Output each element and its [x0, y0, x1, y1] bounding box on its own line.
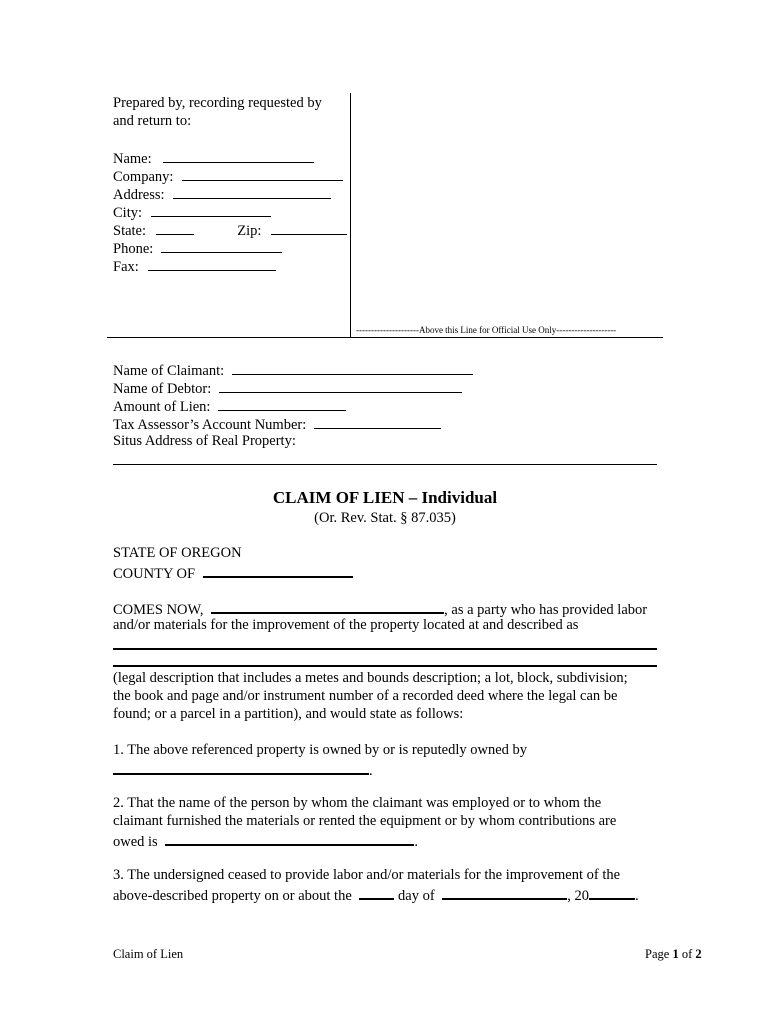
month-field[interactable]	[442, 884, 567, 900]
county-row	[113, 562, 353, 583]
amount-label: Amount of Lien:	[113, 399, 211, 415]
debtor-field[interactable]	[219, 378, 462, 393]
day-field[interactable]	[359, 884, 394, 900]
state-label: State:	[113, 223, 147, 239]
page-number	[645, 945, 702, 963]
state-heading: STATE OF OREGON	[113, 545, 242, 561]
city-field[interactable]	[151, 202, 271, 217]
item3-line1: 3. The undersigned ceased to provide labor and/or materials for the improvement of the	[113, 867, 621, 883]
legal-desc-line2: the book and page and/or instrument number of a recorded deed where the legal can be	[113, 688, 618, 704]
page-word: Page	[645, 947, 670, 961]
item2-owed-label: owed is	[113, 834, 158, 850]
tax-row	[113, 414, 441, 434]
city-label: City:	[113, 205, 143, 221]
debtor-row	[113, 378, 462, 398]
legal-desc-line3: found; or a parcel in a partition), and would state as follows:	[113, 706, 464, 722]
employer-field[interactable]	[165, 830, 414, 846]
page-total: 2	[695, 947, 702, 961]
of-word: of	[681, 947, 693, 961]
legal-desc-line1: (legal description that includes a metes and bounds description; a lot, block, subdivision;	[113, 670, 628, 686]
name-label: Name:	[113, 151, 152, 167]
item1-text: 1. The above referenced property is owned by or is reputedly owned by	[113, 742, 528, 758]
fax-row	[113, 256, 276, 276]
claimant-party-field[interactable]	[211, 598, 444, 614]
company-field[interactable]	[182, 166, 343, 181]
company-label: Company:	[113, 169, 174, 185]
item2-line2: claimant furnished the materials or rented the equipment or by whom contributions are	[113, 813, 617, 829]
phone-row	[113, 238, 282, 258]
official-use-text: ---------------------Above this Line for Official Use Only--------------------	[356, 325, 617, 335]
situs-label: Situs Address of Real Property:	[113, 433, 296, 449]
fax-label: Fax:	[113, 259, 139, 275]
employer-period: .	[414, 834, 418, 850]
year-field[interactable]	[589, 884, 635, 900]
amount-row	[113, 396, 346, 416]
owner-period: .	[369, 763, 373, 779]
tax-label: Tax Assessor’s Account Number:	[113, 417, 307, 433]
claimant-field[interactable]	[232, 360, 473, 375]
fax-field[interactable]	[148, 256, 276, 271]
item3-row	[113, 884, 639, 905]
county-field[interactable]	[203, 562, 353, 578]
prepared-by-line2: and return to:	[113, 113, 192, 129]
name-field[interactable]	[163, 148, 314, 163]
tax-field[interactable]	[314, 414, 441, 429]
header-divider-vertical	[350, 93, 351, 337]
address-field[interactable]	[173, 184, 331, 199]
state-zip-row	[113, 220, 347, 240]
phone-label: Phone:	[113, 241, 154, 257]
zip-label: Zip:	[237, 223, 262, 239]
comes-now-rest: , as a party who has provided labor	[444, 602, 648, 618]
owner-field[interactable]	[113, 759, 369, 775]
phone-field[interactable]	[161, 238, 282, 253]
document-title: CLAIM OF LIEN – Individual	[272, 488, 498, 507]
item2-line1: 2. That the name of the person by whom the claimant was employed or to whom the	[113, 795, 602, 811]
comes-now-label: COMES NOW,	[113, 602, 204, 618]
county-label: COUNTY OF	[113, 566, 196, 582]
owner-row	[113, 759, 373, 780]
day-of-label: day of	[398, 888, 435, 904]
header-divider-horizontal	[107, 337, 663, 338]
debtor-label: Name of Debtor:	[113, 381, 212, 397]
legal-description-field-2[interactable]	[113, 665, 657, 667]
year-period: .	[635, 888, 639, 904]
prepared-by-line1: Prepared by, recording requested by	[113, 95, 322, 111]
footer-title: Claim of Lien	[113, 947, 184, 961]
item3-date-label: above-described property on or about the	[113, 888, 352, 904]
company-row	[113, 166, 343, 186]
state-field[interactable]	[156, 220, 194, 235]
address-label: Address:	[113, 187, 165, 203]
legal-description-field-1[interactable]	[113, 648, 657, 650]
name-row	[113, 148, 314, 168]
improvement-line: and/or materials for the improvement of the property located at and described as	[113, 617, 579, 633]
statute-reference: (Or. Rev. Stat. § 87.035)	[314, 510, 456, 526]
claimant-label: Name of Claimant:	[113, 363, 225, 379]
amount-field[interactable]	[218, 396, 346, 411]
city-row	[113, 202, 271, 222]
item2-row	[113, 830, 418, 851]
zip-field[interactable]	[271, 220, 347, 235]
situs-field[interactable]	[113, 464, 657, 465]
year-prefix: , 20	[567, 888, 590, 904]
page-current: 1	[672, 947, 679, 961]
address-row	[113, 184, 331, 204]
claimant-row	[113, 360, 473, 380]
